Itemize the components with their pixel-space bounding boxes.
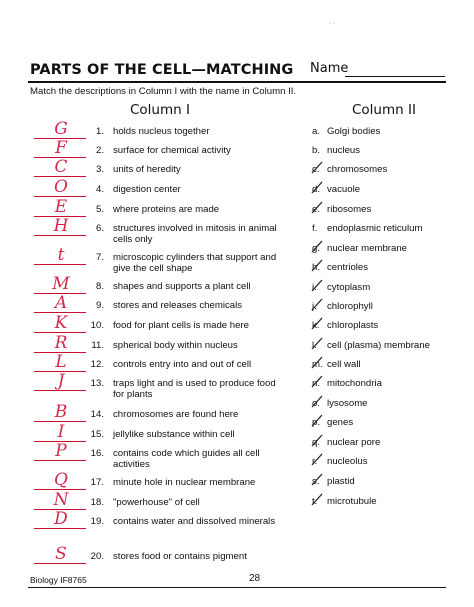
choice-text: nucleus [327, 145, 361, 156]
choice-letter: o. [312, 398, 321, 409]
item-description: structures involved in mitosis in animal cells only [113, 223, 277, 245]
choice-letter: j. [312, 301, 317, 312]
item-number: 6. [95, 223, 104, 234]
choice-text: nuclear membrane [327, 243, 407, 254]
handwritten-answer: A [54, 293, 68, 313]
column2-item [0, 282, 474, 302]
item-number: 4. [95, 184, 104, 195]
column2-item [0, 262, 474, 282]
crossed-out-mark-icon [310, 452, 324, 468]
footer-book-code: Biology IF8765 [30, 575, 87, 585]
column2-item [0, 243, 474, 263]
choice-letter: s. [312, 476, 320, 487]
item-number: 11. [91, 340, 104, 351]
choice-letter: b. [312, 145, 321, 156]
choice-text: cell (plasma) membrane [327, 340, 430, 351]
choice-letter: t. [312, 496, 318, 507]
column2-item [0, 164, 474, 184]
handwritten-answer: H [53, 216, 69, 236]
column1-heading: Column I [130, 102, 190, 118]
choice-text: lysosome [327, 398, 368, 409]
handwritten-answer: C [54, 157, 68, 177]
choice-letter: r. [312, 456, 318, 467]
column2-item [0, 476, 474, 496]
column2-heading: Column II [352, 102, 416, 118]
handwritten-answer: R [54, 333, 68, 353]
crossed-out-mark-icon [310, 492, 324, 508]
title-divider [28, 81, 446, 83]
column2-item [0, 340, 474, 360]
item-description: chromosomes are found here [113, 409, 239, 420]
choice-text: nucleolus [327, 456, 368, 467]
column2-item [0, 320, 474, 340]
choice-letter: a. [312, 126, 321, 137]
crossed-out-mark-icon [310, 413, 324, 429]
handwritten-answer: E [54, 197, 68, 217]
choice-text: chromosomes [327, 164, 388, 175]
handwritten-answer: t [57, 245, 65, 265]
handwritten-answer: B [54, 402, 68, 422]
item-description: "powerhouse" of cell [113, 497, 200, 508]
crossed-out-mark-icon [310, 278, 324, 294]
crossed-out-mark-icon [310, 258, 324, 274]
item-number: 8. [95, 281, 104, 292]
handwritten-answer: O [54, 177, 68, 197]
item-number: 13. [90, 378, 104, 389]
choice-letter: d. [312, 184, 321, 195]
crossed-out-mark-icon [310, 200, 324, 216]
choice-text: chloroplasts [327, 320, 379, 331]
item-number: 19. [90, 516, 104, 527]
column2-item [0, 145, 474, 165]
choice-letter: i. [312, 282, 317, 293]
crossed-out-mark-icon [310, 297, 324, 313]
choice-letter: p. [312, 417, 321, 428]
column2-item [0, 204, 474, 224]
handwritten-answer: Q [54, 470, 68, 490]
choice-text: chlorophyll [327, 301, 373, 312]
handwritten-answer: K [54, 313, 68, 333]
column2-item [0, 359, 474, 379]
crossed-out-mark-icon [310, 374, 324, 390]
choice-text: cell wall [327, 359, 361, 370]
handwritten-answer: G [54, 119, 68, 139]
handwritten-answer: P [55, 441, 67, 461]
item-description: holds nucleus together [113, 126, 210, 137]
choice-letter: f. [312, 223, 318, 234]
item-number: 12. [90, 359, 104, 370]
page-title: PARTS OF THE CELL—MATCHING [30, 62, 294, 78]
item-description: contains code which guides all cell activities [113, 448, 260, 470]
item-number: 16. [90, 448, 104, 459]
choice-text: centrioles [327, 262, 369, 273]
item-number: 7. [95, 252, 104, 263]
column1-item [0, 544, 474, 571]
choice-text: nuclear pore [327, 437, 381, 448]
column2-item [0, 184, 474, 204]
handwritten-answer: L [55, 352, 67, 372]
choice-letter: c. [312, 164, 320, 175]
item-number: 14. [90, 409, 104, 420]
column2-item [0, 456, 474, 476]
column2-item [0, 378, 474, 398]
item-number: 10. [90, 320, 104, 331]
choice-letter: n. [312, 378, 321, 389]
choice-text: endoplasmic reticulum [327, 223, 423, 234]
item-number: 17. [90, 477, 104, 488]
choice-text: Golgi bodies [327, 126, 381, 137]
crossed-out-mark-icon [310, 239, 324, 255]
page-number: 28 [249, 573, 261, 584]
column2-item [0, 398, 474, 418]
item-description: minute hole in nuclear membrane [113, 477, 256, 488]
item-number: 9. [95, 300, 104, 311]
choice-letter: g. [312, 243, 321, 254]
choice-text: microtubule [327, 496, 377, 507]
choice-text: genes [327, 417, 354, 428]
item-number: 2. [95, 145, 104, 156]
item-description: contains water and dissolved minerals [113, 516, 276, 527]
handwritten-answer: F [55, 138, 67, 158]
name-field-line [345, 76, 445, 77]
handwritten-answer: I [57, 422, 65, 442]
item-description: stores food or contains pigment [113, 551, 247, 562]
column2-item [0, 437, 474, 457]
item-number: 1. [95, 126, 104, 137]
handwritten-answer: M [52, 274, 70, 294]
column2-item [0, 496, 474, 516]
choice-letter: l. [312, 340, 317, 351]
crossed-out-mark-icon [310, 336, 324, 352]
item-number: 18. [90, 497, 104, 508]
footer-divider [28, 587, 446, 588]
choice-letter: h. [312, 262, 321, 273]
item-description: microscopic cylinders that support and give the cell shape [113, 252, 277, 274]
crossed-out-mark-icon [310, 180, 324, 196]
handwritten-answer: S [55, 544, 67, 564]
column2-item [0, 417, 474, 437]
item-description: spherical body within nucleus [113, 340, 238, 351]
column2-item [0, 126, 474, 146]
crossed-out-mark-icon [310, 160, 324, 176]
crossed-out-mark-icon [310, 433, 324, 449]
choice-letter: k. [312, 320, 320, 331]
instructions: Match the descriptions in Column I with the name in Column II. [30, 86, 297, 97]
item-description: where proteins are made [113, 204, 220, 215]
handwritten-answer: D [54, 509, 68, 529]
item-description: stores and releases chemicals [113, 300, 243, 311]
crossed-out-mark-icon [310, 316, 324, 332]
choice-letter: q. [312, 437, 321, 448]
item-number: 3. [95, 164, 104, 175]
name-label: Name [310, 61, 349, 76]
item-description: shapes and supports a plant cell [113, 281, 251, 292]
choice-letter: m. [312, 359, 323, 370]
item-description: units of heredity [113, 164, 181, 175]
item-description: surface for chemical activity [113, 145, 231, 156]
item-description: traps light and is used to produce food for plants [113, 378, 276, 400]
choice-text: cytoplasm [327, 282, 371, 293]
item-description: digestion center [113, 184, 181, 195]
crossed-out-mark-icon [310, 394, 324, 410]
item-number: 15. [90, 429, 104, 440]
stray-marks: · · [329, 20, 336, 27]
column2-item [0, 223, 474, 243]
choice-text: plastid [327, 476, 355, 487]
crossed-out-mark-icon [310, 472, 324, 488]
choice-text: ribosomes [327, 204, 372, 215]
handwritten-answer: J [57, 371, 65, 391]
item-description: controls entry into and out of cell [113, 359, 252, 370]
column1-item [0, 509, 474, 536]
item-number: 20. [90, 551, 104, 562]
crossed-out-mark-icon [310, 355, 324, 371]
item-description: food for plant cells is made here [113, 320, 249, 331]
choice-letter: e. [312, 204, 321, 215]
item-description: jellylike substance within cell [113, 429, 235, 440]
choice-text: mitochondria [327, 378, 382, 389]
item-number: 5. [95, 204, 104, 215]
handwritten-answer: N [53, 490, 69, 510]
choice-text: vacuole [327, 184, 361, 195]
column2-item [0, 301, 474, 321]
